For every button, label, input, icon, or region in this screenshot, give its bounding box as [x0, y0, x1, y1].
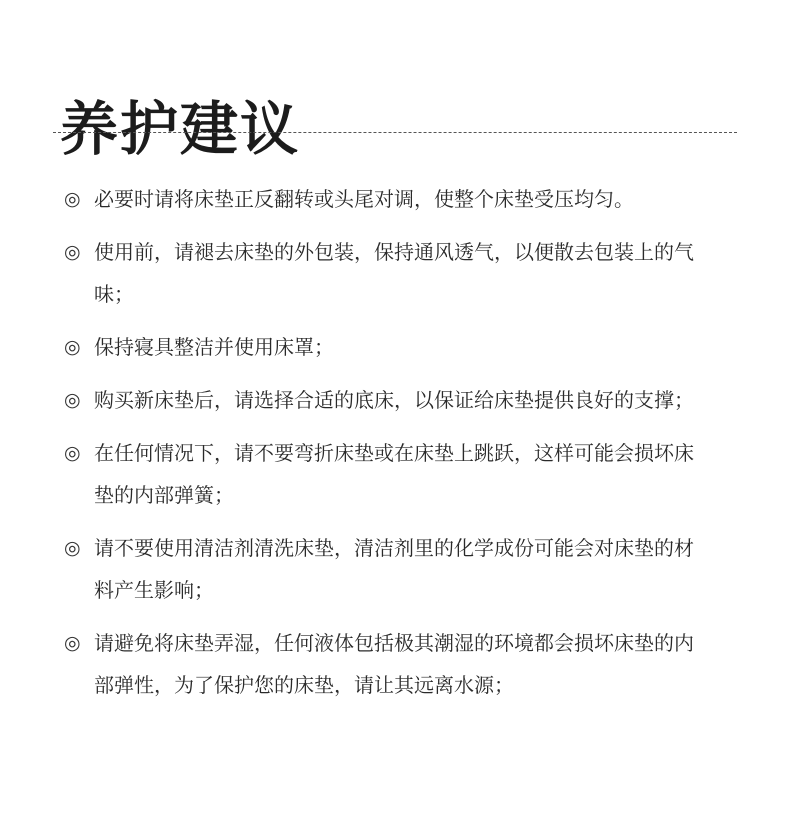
tip-text: 请不要使用清洁剂清洗床垫，清洁剂里的化学成份可能会对床垫的材料产生影响； — [94, 536, 694, 602]
tip-text: 在任何情况下，请不要弯折床垫或在床垫上跳跃，这样可能会损坏床垫的内部弹簧； — [94, 441, 694, 507]
bullet-icon: ◎ — [64, 632, 81, 654]
tip-item — [64, 178, 744, 220]
tip-text: 使用前，请褪去床垫的外包装，保持通风透气，以便散去包装上的气味； — [94, 240, 694, 306]
tip-text: 购买新床垫后，请选择合适的底床，以保证给床垫提供良好的支撑； — [94, 388, 694, 412]
care-tips-list — [64, 178, 744, 717]
bullet-icon: ◎ — [64, 188, 81, 210]
page-title: 养护建议 — [60, 94, 301, 163]
bullet-icon: ◎ — [64, 336, 81, 358]
tip-item — [64, 326, 744, 368]
tip-text: 保持寝具整洁并使用床罩； — [94, 335, 334, 359]
bullet-icon: ◎ — [64, 537, 81, 559]
bullet-icon: ◎ — [64, 241, 81, 263]
tip-item — [64, 527, 744, 611]
tip-item — [64, 379, 744, 421]
bullet-icon: ◎ — [64, 442, 81, 464]
tip-item — [64, 432, 744, 516]
title-divider — [53, 132, 737, 133]
tip-text: 必要时请将床垫正反翻转或头尾对调，使整个床垫受压均匀。 — [94, 187, 634, 211]
bullet-icon: ◎ — [64, 389, 81, 411]
tip-text: 请避免将床垫弄湿，任何液体包括极其潮湿的环境都会损坏床垫的内部弹性，为了保护您的床垫，请让其远离水源； — [94, 631, 694, 697]
tip-item — [64, 231, 744, 315]
tip-item — [64, 622, 744, 706]
